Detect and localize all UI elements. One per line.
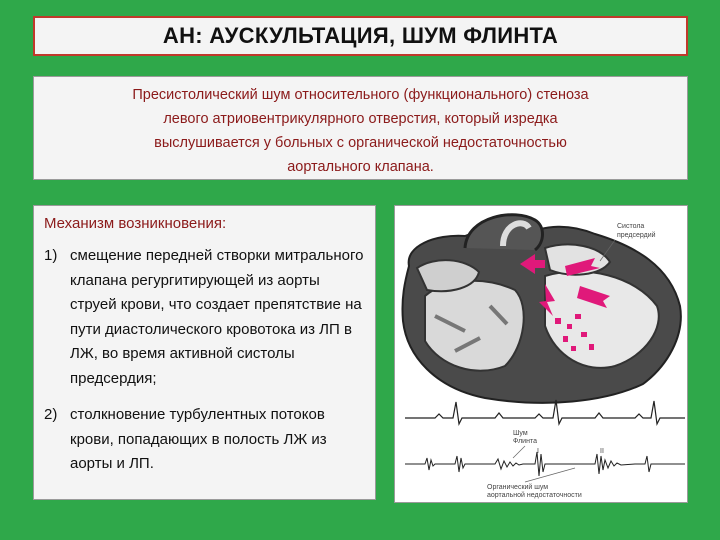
description-box [33,76,688,180]
mechanism-item [44,403,365,477]
slide-title: АН: АУСКУЛЬТАЦИЯ, ШУМ ФЛИНТА [162,23,559,48]
description-line: левого атриовентрикулярного отверстия, который изредка [163,111,558,127]
label-systole: Систола [617,223,645,230]
heart-diagram [395,206,687,502]
label-systole-2: предсердий [617,232,656,239]
label-organic-2: аортальной недостаточности [487,492,582,499]
mechanism-item-number: 2) [44,406,58,423]
description-line: аортального клапана. [287,159,434,175]
mechanism-heading: Механизм возникновения: [44,215,227,232]
mechanism-item-text: столкновение турбулентных потоков крови, попадающих в полость ЛЖ из аорты и ЛП. [70,406,327,472]
label-flint: Шум [513,430,528,437]
mechanism-item [44,244,365,391]
label-organic: Органический шум [487,484,549,491]
mechanism-item-number: 1) [44,247,58,264]
mechanism-item-text: смещение передней створки митрального клапана регургитирующей из аорты струей крови, что создает препятствие на пути диастолического кровотока из ЛП в ЛЖ, во время активной систолы предсердия; [70,247,364,387]
description-line: Пресистолический шум относительного (функционального) стеноза [132,87,589,103]
phonocardiogram-trace [405,452,685,476]
label-tone-II: II [600,448,604,455]
mechanism-box [33,205,376,500]
slide-title-box [33,16,688,56]
heart-illustration [394,205,688,503]
description-line: выслушивается у больных с органической недостаточностью [154,135,567,151]
label-flint-2: Флинта [513,438,537,445]
right-ventricle [425,281,524,371]
label-tone-I: I [537,448,539,455]
